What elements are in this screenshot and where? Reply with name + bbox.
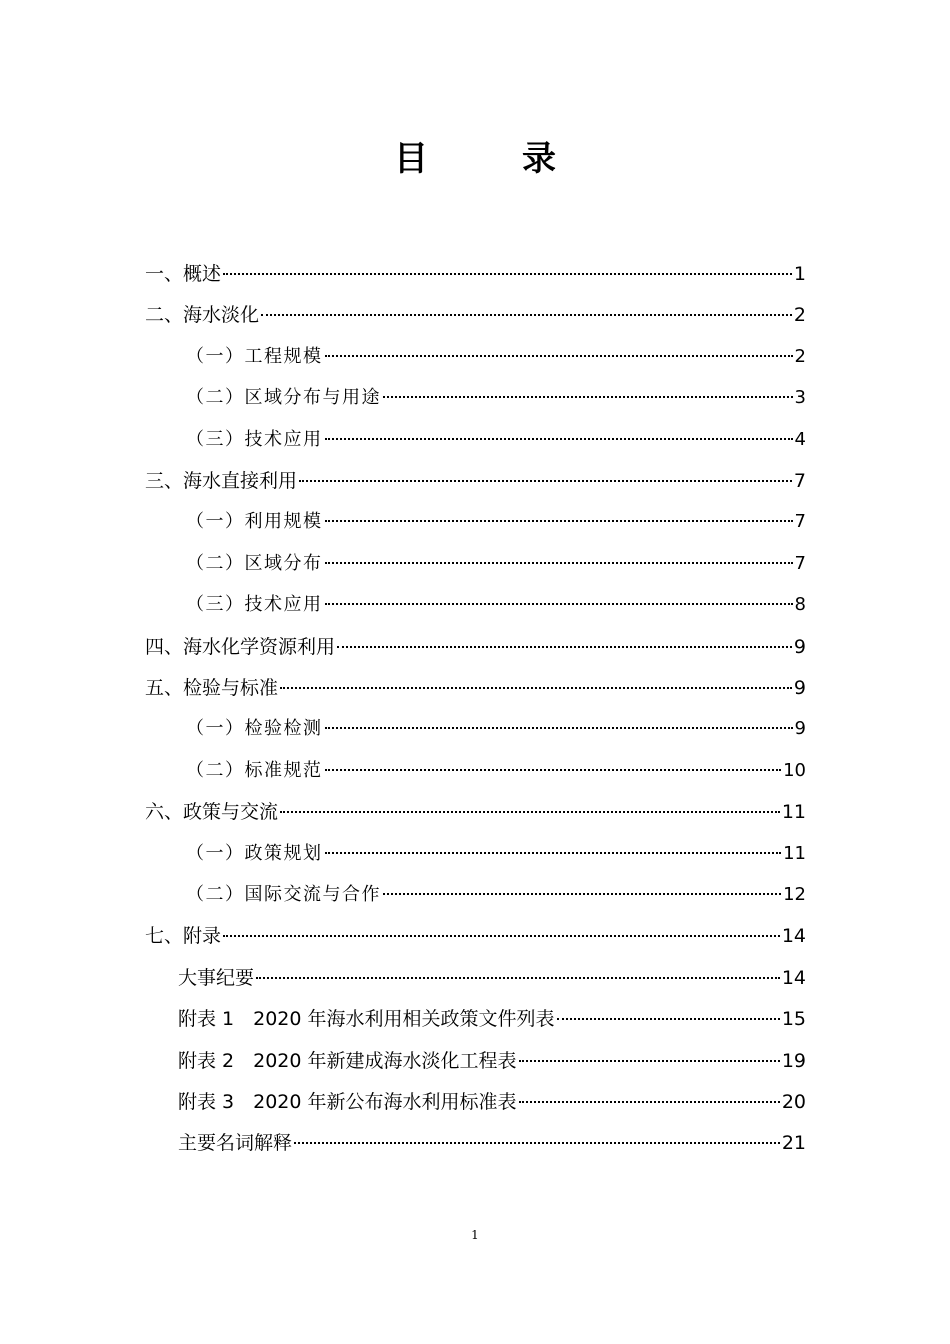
toc-entry[interactable] [186, 753, 806, 789]
toc-entry[interactable] [145, 297, 806, 333]
dot-leader [325, 603, 793, 605]
dot-leader [325, 355, 793, 357]
toc-entry[interactable] [186, 546, 806, 582]
toc-entry[interactable] [145, 629, 806, 665]
toc-entry-page: 8 [794, 594, 806, 616]
page-title: 目 录 [394, 139, 586, 179]
dot-leader [299, 480, 792, 482]
toc-entry-label: 附表 1 2020 年海水利用相关政策文件列表 [178, 1008, 555, 1031]
dot-leader [223, 273, 792, 275]
toc-entry-page: 7 [793, 470, 806, 492]
toc-entry[interactable] [178, 960, 806, 996]
toc-entry-label: （二）国际交流与合作 [186, 884, 381, 905]
toc-entry-label: （一）利用规模 [186, 511, 323, 533]
dot-leader [325, 438, 793, 440]
toc-entry[interactable] [186, 587, 806, 623]
toc-entry-label: （二）区域分布 [186, 552, 323, 574]
toc-entry-label: （一）检验检测 [186, 718, 323, 740]
toc-entry[interactable] [186, 339, 806, 375]
toc-entry-page: 3 [794, 387, 806, 409]
toc-entry-page: 9 [793, 677, 806, 699]
toc-entry[interactable] [145, 794, 806, 830]
dot-leader [280, 811, 780, 813]
dot-leader [325, 562, 793, 564]
toc-entry[interactable] [186, 711, 806, 747]
toc-entry-label: 七、附录 [145, 925, 222, 948]
toc-entry-label: 四、海水化学资源利用 [145, 635, 336, 658]
toc-entry-page: 9 [793, 635, 806, 658]
toc-entry-page: 2 [793, 304, 806, 327]
dot-leader [337, 646, 792, 648]
toc-entry-label: 主要名词解释 [178, 1132, 293, 1155]
toc-entry-page: 7 [794, 552, 806, 574]
toc-entry-page: 10 [783, 759, 806, 781]
dot-leader [325, 520, 793, 522]
dot-leader [557, 1018, 780, 1020]
toc-entry[interactable] [145, 463, 806, 499]
toc-entry-page: 12 [783, 884, 806, 905]
toc-entry[interactable] [178, 1125, 806, 1161]
dot-leader [280, 687, 792, 689]
toc-entry-page: 15 [781, 1008, 806, 1031]
dot-leader [325, 852, 782, 854]
toc-entry-page: 19 [781, 1049, 806, 1072]
toc-entry[interactable] [186, 504, 806, 540]
toc-entry[interactable] [186, 380, 806, 416]
dot-leader [519, 1060, 780, 1062]
dot-leader [261, 314, 792, 316]
toc-entry[interactable] [178, 1043, 806, 1079]
toc-entry[interactable] [186, 836, 806, 872]
dot-leader [383, 396, 793, 398]
toc-entry-label: 六、政策与交流 [145, 801, 279, 824]
toc-entry-label: （二）区域分布与用途 [186, 387, 381, 409]
toc-entry-page: 7 [794, 511, 806, 533]
toc-entry-label: 一、概述 [145, 263, 222, 285]
toc-entry-label: （三）技术应用 [186, 594, 323, 616]
toc-entry-label: 附表 2 2020 年新建成海水淡化工程表 [178, 1049, 517, 1072]
toc-entry-page: 11 [783, 842, 806, 864]
toc-entry-label: （一）政策规划 [186, 842, 323, 864]
toc-entry-label: 三、海水直接利用 [145, 470, 298, 492]
toc-entry-label: （二）标准规范 [186, 759, 323, 781]
toc-entry[interactable] [145, 670, 806, 706]
toc-entry[interactable] [186, 877, 806, 913]
toc-entry-page: 14 [781, 966, 806, 989]
toc-entry-label: 二、海水淡化 [145, 304, 260, 327]
dot-leader [383, 893, 781, 895]
toc-entry-page: 11 [781, 801, 806, 824]
toc-entry-page: 4 [794, 428, 806, 450]
toc-entry-label: （一）工程规模 [186, 345, 323, 367]
toc-entry[interactable] [178, 1084, 806, 1120]
toc-entry-label: 五、检验与标准 [145, 677, 279, 699]
toc-entry-page: 20 [781, 1091, 806, 1113]
toc-entry-page: 1 [793, 263, 806, 285]
dot-leader [223, 935, 780, 937]
toc-entry-label: 大事纪要 [178, 966, 255, 989]
toc-entry-page: 2 [794, 345, 806, 367]
dot-leader [325, 727, 793, 729]
toc-entry[interactable] [145, 918, 806, 954]
toc-entry-page: 21 [781, 1132, 806, 1155]
page-number: 1 [471, 1228, 479, 1242]
toc-entry-label: （三）技术应用 [186, 428, 323, 450]
toc-entry-label: 附表 3 2020 年新公布海水利用标准表 [178, 1091, 517, 1113]
dot-leader [519, 1101, 780, 1103]
toc-entry-page: 9 [794, 718, 806, 740]
toc-entry[interactable] [186, 422, 806, 458]
dot-leader [325, 769, 782, 771]
toc-entry-page: 14 [781, 925, 806, 948]
toc-entry[interactable] [178, 1001, 806, 1037]
dot-leader [294, 1142, 780, 1144]
toc-entry[interactable] [145, 256, 806, 292]
dot-leader [256, 977, 780, 979]
